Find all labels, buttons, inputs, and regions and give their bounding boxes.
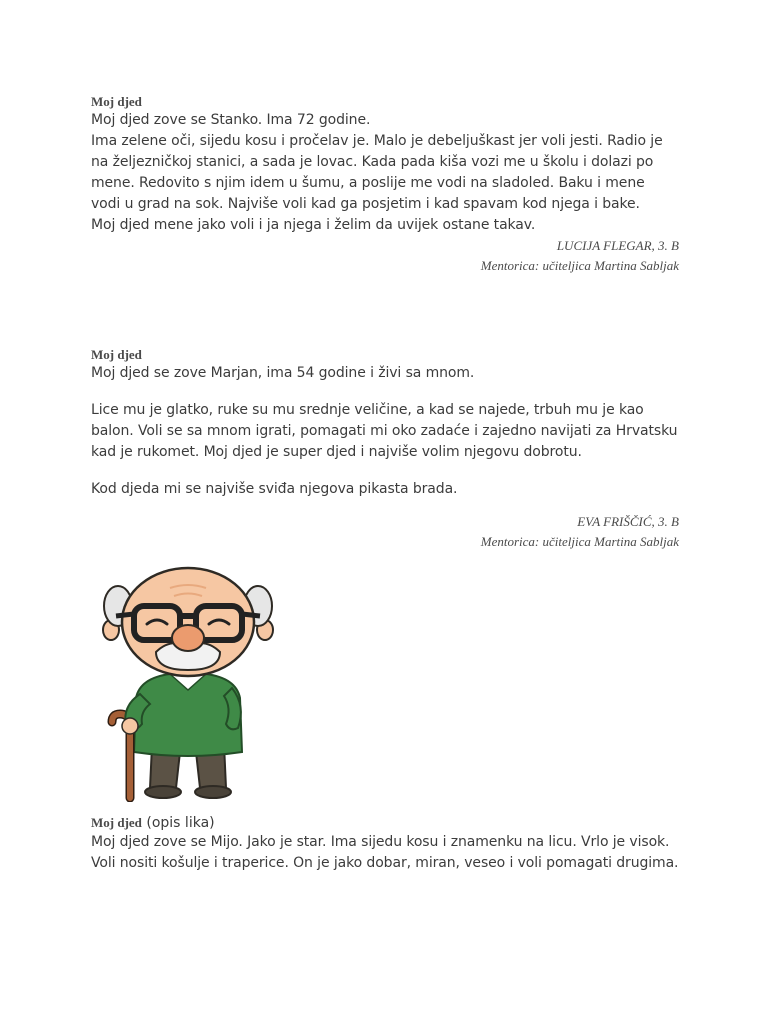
author-signature: LUCIJA FLEGAR, 3. B [556,238,679,253]
essay-paragraph: Lice mu je glatko, ruke su mu srednje veličine, a kad se najede, trbuh mu je kao balon. Voli se sa mnom igrati, pomagati mi oko zadaće i zajedno navijati za Hrvatsku kad je rukomet. Moj djed je super djed i najviše volim njegovu dobrotu. [91,402,678,460]
essay-title: Moj djed [91,347,142,362]
essay-line: vodi u grad na sok. Najviše voli kad ga posjetim i kad spavam kod njega i bake. [91,196,640,212]
essay-line: Moj djed mene jako voli i ja njega i želim da uvijek ostane takav. [91,217,536,233]
essay-title: Moj djed [91,94,142,109]
grandpa-illustration-icon [100,566,276,802]
essay-3 [91,814,681,874]
essay-body [91,110,681,236]
essay-1 [91,94,681,276]
essay-line: Moj djed zove se Stanko. Ima 72 godine. [91,112,371,128]
essay-heading [91,814,681,832]
essay-body [91,363,681,500]
essay-paragraph: Kod djeda mi se najviše sviđa njegova pikasta brada. [91,481,458,497]
essay-paragraph: Moj djed se zove Marjan, ima 54 godine i živi sa mnom. [91,365,475,381]
essay-subtitle: (opis lika) [146,815,215,831]
mentor-signature: Mentorica: učiteljica Martina Sabljak [480,258,679,273]
author-signature: EVA FRIŠČIĆ, 3. B [577,514,679,529]
essay-line: Ima zelene oči, sijedu kosu i pročelav je. Malo je debeljuškast jer voli jesti. Radio je [91,133,663,149]
essay-line: mene. Redovito s njim idem u šumu, a poslije me vodi na sladoled. Baku i mene [91,175,645,191]
essay-body: Moj djed zove se Mijo. Jako je star. Ima sijedu kosu i znamenku na licu. Vrlo je visok. Voli nositi košulje i traperice. On je jako dobar, miran, veseo i voli pomagati drugima. [91,834,679,871]
essay-line: na željezničkoj stanici, a sada je lovac. Kada pada kiša vozi me u školu i dolazi po [91,154,654,170]
mentor-signature: Mentorica: učiteljica Martina Sabljak [480,534,679,549]
essay-2 [91,347,681,552]
essay-title: Moj djed [91,815,142,830]
